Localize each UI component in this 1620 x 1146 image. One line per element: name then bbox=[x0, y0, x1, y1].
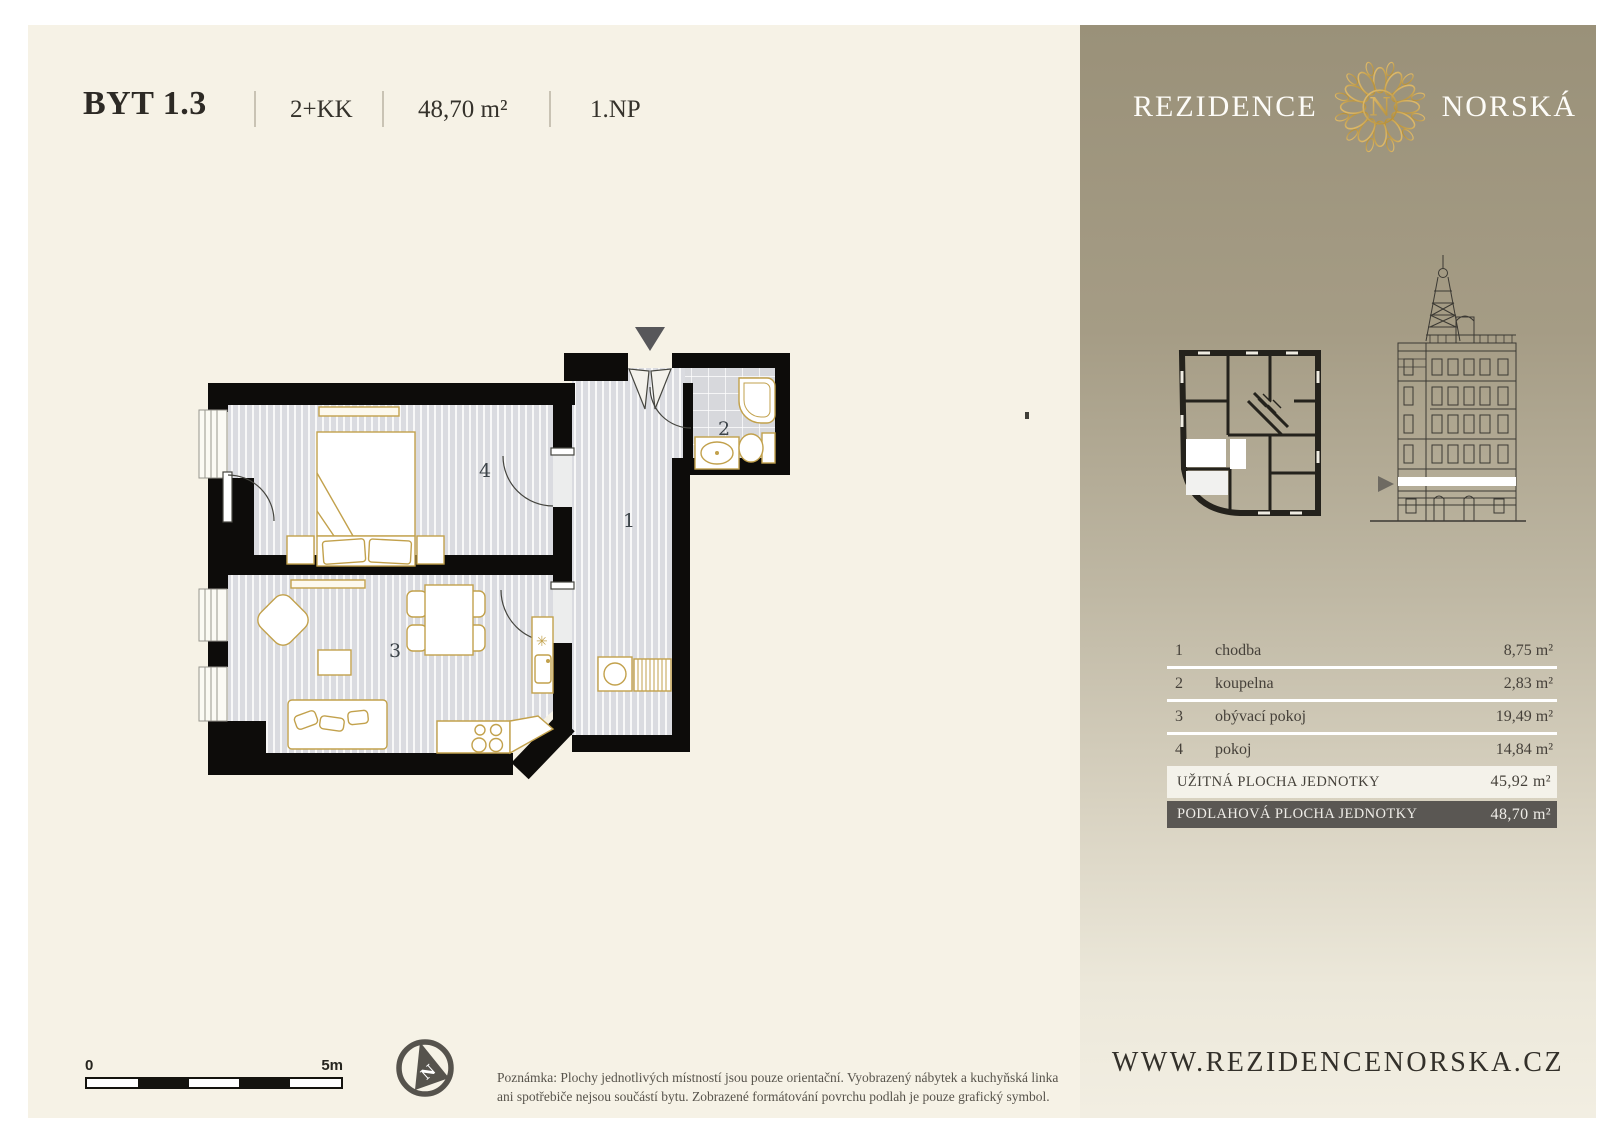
room-area: 8,75 m² bbox=[1503, 642, 1553, 659]
info-panel bbox=[1080, 25, 1596, 1118]
hall-furniture bbox=[598, 657, 671, 691]
building-floorplan-thumbnail bbox=[1170, 343, 1330, 523]
scale-end-label: 5m bbox=[321, 1057, 343, 1074]
note-line2: ani spotřebiče nejsou součástí bytu. Zobrazené formátování povrchu podlah je pouze grafický symbol. bbox=[497, 1089, 1050, 1104]
room-legend bbox=[1167, 636, 1557, 828]
kitchen-symbol: ✳ bbox=[536, 634, 548, 650]
entrance-arrow-icon bbox=[635, 327, 665, 351]
room-label-living: 3 bbox=[389, 640, 402, 662]
room-area: 2,83 m² bbox=[1503, 675, 1553, 692]
brand-name-right: NORSKÁ bbox=[1441, 90, 1577, 123]
floor-pointer-icon bbox=[1378, 476, 1394, 492]
brand-name-left: REZIDENCE bbox=[1133, 90, 1318, 123]
room-name: chodba bbox=[1215, 642, 1262, 659]
legend-row bbox=[1167, 636, 1557, 669]
floor-plan-drawing bbox=[198, 325, 810, 787]
floor-area-row bbox=[1167, 801, 1557, 828]
floor-area-value: 48,70 m² bbox=[1490, 805, 1551, 823]
room-number: 4 bbox=[1175, 740, 1183, 758]
unit-highlight bbox=[1186, 439, 1226, 467]
unit-title: BYT 1.3 bbox=[83, 85, 207, 122]
floor-plan bbox=[198, 325, 810, 787]
print-artifact bbox=[1025, 412, 1029, 419]
plan-section bbox=[28, 25, 1080, 1118]
unit-floor: 1.NP bbox=[590, 96, 641, 123]
room-number: 3 bbox=[1175, 708, 1183, 725]
brand-monogram: N bbox=[1368, 92, 1391, 122]
header-divider bbox=[549, 91, 551, 127]
legend-row bbox=[1167, 735, 1557, 764]
header-divider bbox=[254, 91, 256, 127]
website-link[interactable]: WWW.REZIDENCENORSKA.CZ bbox=[1111, 1047, 1565, 1078]
room-label-bath: 2 bbox=[718, 418, 731, 440]
brand-logo bbox=[1114, 57, 1596, 157]
floor-highlight-band bbox=[1398, 477, 1516, 486]
usable-area-row bbox=[1167, 766, 1557, 798]
brand-mandala-icon bbox=[1332, 59, 1428, 155]
room-area: 14,84 m² bbox=[1495, 740, 1553, 758]
room-name: obývací pokoj bbox=[1215, 708, 1307, 725]
unit-area: 48,70 m² bbox=[418, 96, 508, 123]
room-label-bedroom: 4 bbox=[479, 460, 492, 482]
room-number: 2 bbox=[1175, 675, 1183, 692]
room-area: 19,49 m² bbox=[1495, 708, 1553, 725]
north-compass-icon bbox=[393, 1036, 457, 1100]
compass-letter: N bbox=[417, 1060, 440, 1084]
floor-area-label: PODLAHOVÁ PLOCHA JEDNOTKY bbox=[1177, 806, 1418, 822]
room-name: pokoj bbox=[1215, 740, 1252, 758]
building-elevation-thumbnail bbox=[1368, 255, 1528, 525]
unit-disposition: 2+KK bbox=[290, 96, 353, 123]
header-divider bbox=[382, 91, 384, 127]
disclaimer-note bbox=[497, 1068, 1072, 1106]
legend-row bbox=[1167, 669, 1557, 702]
note-line1: Poznámka: Plochy jednotlivých místností jsou pouze orientační. Vyobrazený nábytek a kuchyňská linka bbox=[497, 1070, 1059, 1085]
legend-row bbox=[1167, 702, 1557, 735]
room-name: koupelna bbox=[1215, 675, 1274, 692]
usable-area-value: 45,92 m² bbox=[1490, 773, 1551, 790]
room-label-hall: 1 bbox=[623, 510, 636, 532]
room-number: 1 bbox=[1175, 642, 1183, 659]
scale-start-label: 0 bbox=[85, 1057, 94, 1074]
scale-bar-segments bbox=[85, 1077, 343, 1089]
usable-area-label: UŽITNÁ PLOCHA JEDNOTKY bbox=[1177, 773, 1380, 790]
scale-bar bbox=[85, 1057, 343, 1089]
sheet bbox=[28, 25, 1596, 1118]
